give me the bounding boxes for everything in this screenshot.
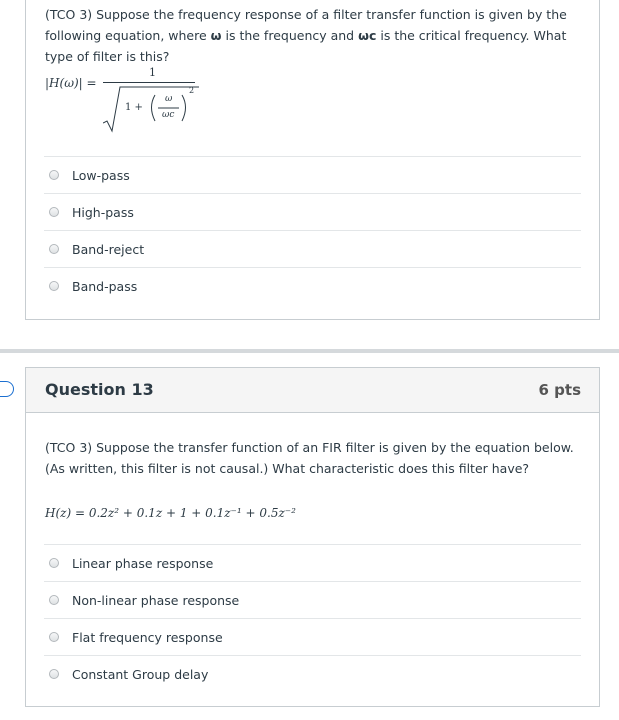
answer-label: Linear phase response (72, 555, 214, 571)
answer-option-flat-frequency[interactable] (44, 618, 581, 655)
answer-option-low-pass[interactable] (44, 156, 581, 193)
radio-button[interactable] (49, 632, 59, 642)
equation-transfer-function: H(z) = 0.2z² + 0.1z + 1 + 0.1z⁻¹ + 0.5z⁻² (45, 506, 296, 520)
question-text (45, 4, 583, 67)
answer-label: Flat frequency response (72, 629, 223, 645)
answer-label: Band-pass (72, 278, 138, 294)
answer-option-linear-phase[interactable] (44, 544, 581, 581)
equation-frequency-response (45, 66, 205, 136)
radio-button[interactable] (49, 558, 59, 568)
radio-button[interactable] (49, 281, 59, 291)
radio-button[interactable] (49, 207, 59, 217)
equation-frac-num: ω (165, 94, 173, 104)
question-header (26, 368, 599, 413)
radio-button[interactable] (49, 669, 59, 679)
answer-list (44, 156, 581, 304)
answer-option-band-pass[interactable] (44, 267, 581, 304)
omega-symbol: ω (210, 28, 222, 43)
answer-option-high-pass[interactable] (44, 193, 581, 230)
equation-exponent: 2 (189, 86, 195, 95)
answer-option-band-reject[interactable] (44, 230, 581, 267)
answer-option-constant-group-delay[interactable] (44, 655, 581, 692)
sqrt-sign (103, 85, 203, 135)
equation-frac-den: ωc (162, 110, 175, 120)
omega-c-symbol: ωc (358, 28, 377, 43)
answer-label: Constant Group delay (72, 666, 209, 682)
section-divider (0, 349, 619, 353)
equation-one-plus: 1 + (125, 102, 143, 113)
radio-button[interactable] (49, 170, 59, 180)
question-text-part: is the critical frequency. What type of filter is this? (45, 28, 567, 64)
question-card-13 (25, 367, 600, 707)
radio-button[interactable] (49, 595, 59, 605)
question-text: (TCO 3) Suppose the transfer function of an FIR filter is given by the equation below. (As written, this filter is not causal.) What characteristic does this filter have? (45, 440, 574, 476)
answer-label: Low-pass (72, 167, 130, 183)
answer-label: High-pass (72, 204, 134, 220)
question-card-prev (25, 0, 600, 320)
question-points: 6 pts (538, 381, 581, 399)
answer-label: Non-linear phase response (72, 592, 240, 608)
equation-lhs: |H(ω)| = (45, 76, 97, 90)
question-text-part: (TCO 3) Suppose the frequency response of a filter transfer function is given by the following equation, where (45, 7, 567, 43)
answer-option-non-linear-phase[interactable] (44, 581, 581, 618)
equation-numerator: 1 (149, 66, 156, 79)
fraction-bar (103, 82, 195, 83)
question-marker-icon[interactable] (0, 381, 14, 397)
question-title: Question 13 (45, 380, 154, 399)
answer-list (44, 544, 581, 692)
radio-button[interactable] (49, 244, 59, 254)
question-text-part: is the frequency and (221, 28, 359, 43)
answer-label: Band-reject (72, 241, 145, 257)
